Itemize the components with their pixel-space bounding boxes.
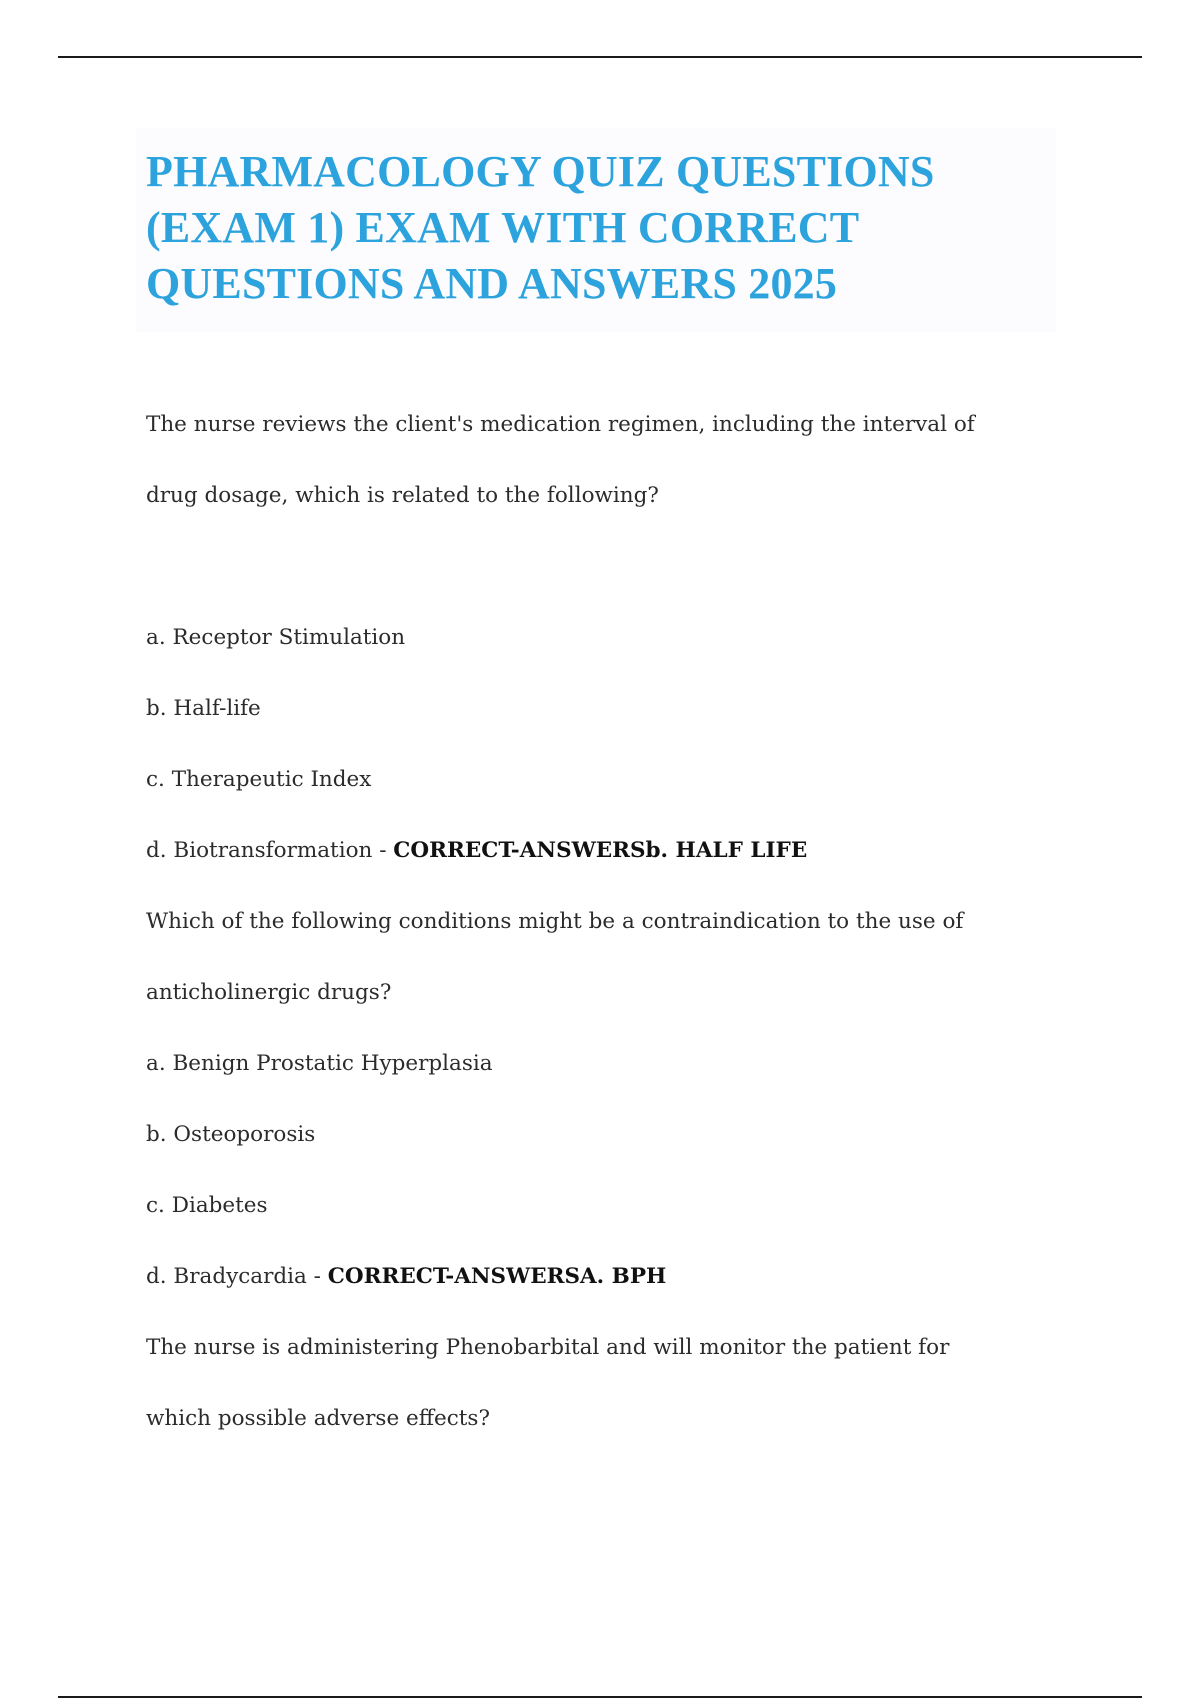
question-2-option-d	[146, 1262, 666, 1292]
question-2-option-a: a. Benign Prostatic Hyperplasia	[146, 1051, 493, 1076]
question-2-option-b: b. Osteoporosis	[146, 1122, 316, 1147]
question-3-line-1: The nurse is administering Phenobarbital and will monitor the patient for	[146, 1335, 950, 1360]
question-2-line-2: anticholinergic drugs?	[146, 980, 392, 1005]
document-title: PHARMACOLOGY QUIZ QUESTIONS (EXAM 1) EXAM WITH CORRECT QUESTIONS AND ANSWERS 2025	[146, 147, 935, 308]
question-1-line-2: drug dosage, which is related to the following?	[146, 483, 659, 508]
question-1-answer: CORRECT-ANSWERSb. HALF LIFE	[393, 838, 808, 863]
question-2-line-1: Which of the following conditions might be a contraindication to the use of	[146, 909, 964, 934]
question-1-line-1: The nurse reviews the client's medication regimen, including the interval of	[146, 412, 975, 437]
question-1-option-c: c. Therapeutic Index	[146, 767, 372, 792]
question-2-option-d-text: d. Bradycardia -	[146, 1264, 328, 1289]
question-2-option-c: c. Diabetes	[146, 1193, 268, 1218]
question-2-answer: CORRECT-ANSWERSA. BPH	[327, 1264, 667, 1289]
header-rule	[58, 56, 1142, 58]
question-3-line-2: which possible adverse effects?	[146, 1406, 490, 1431]
footer-rule	[58, 1696, 1142, 1698]
question-1-option-d	[146, 836, 807, 866]
question-1-option-d-text: d. Biotransformation -	[146, 838, 394, 863]
question-1-option-a: a. Receptor Stimulation	[146, 625, 406, 650]
question-1-option-b: b. Half-life	[146, 696, 261, 721]
title-block	[136, 128, 1056, 332]
